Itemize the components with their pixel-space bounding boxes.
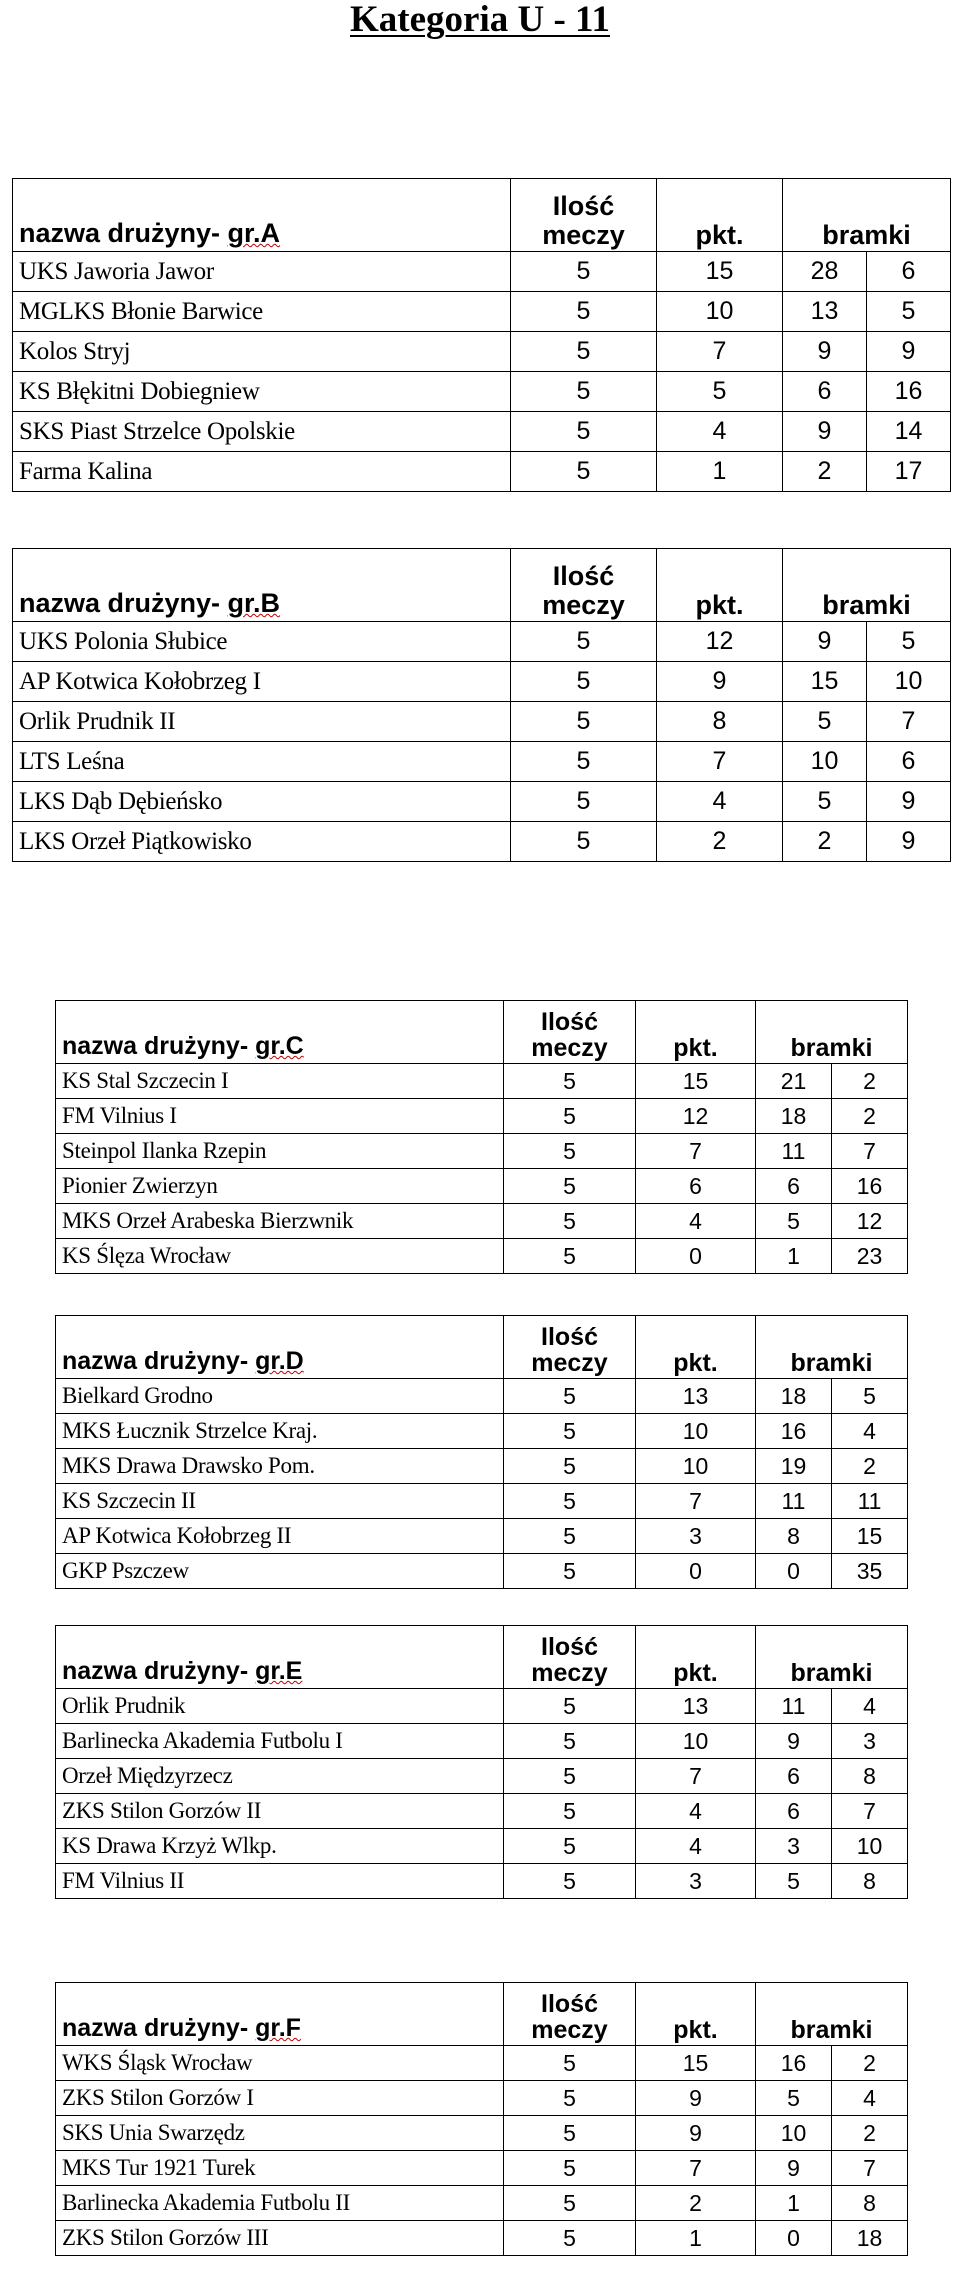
matches-cell: 5 [511,412,657,452]
goals-for-cell: 18 [756,1379,832,1414]
table-row [56,2186,908,2221]
group-table-gr-b [12,548,950,862]
table-row [56,1134,908,1169]
matches-header-line1: Ilość [541,1007,598,1036]
table-row [56,1169,908,1204]
page-title-text: Kategoria U - 11 [350,0,610,40]
goals-for-cell: 21 [756,1064,832,1099]
table-row [56,1794,908,1829]
points-cell: 3 [636,1864,756,1899]
matches-cell: 5 [504,1414,636,1449]
goals-for-cell: 11 [756,1689,832,1724]
matches-cell: 5 [504,1064,636,1099]
goals-against-cell: 7 [832,1134,908,1169]
goals-for-cell: 0 [756,2221,832,2256]
points-cell: 9 [636,2081,756,2116]
goals-against-cell: 4 [832,1414,908,1449]
points-column-header: pkt. [657,179,783,252]
points-cell: 8 [657,702,783,742]
table-row [56,1204,908,1239]
goals-for-cell: 5 [756,1864,832,1899]
goals-for-cell: 15 [783,662,867,702]
goals-for-cell: 9 [756,1724,832,1759]
table-row [13,742,951,782]
points-cell: 7 [657,742,783,782]
matches-cell: 5 [504,2151,636,2186]
matches-header-line1: Ilość [552,191,615,222]
goals-against-cell: 5 [867,622,951,662]
points-cell: 7 [636,1484,756,1519]
table-row [13,372,951,412]
matches-cell: 5 [511,452,657,492]
goals-against-cell: 17 [867,452,951,492]
goals-for-cell: 10 [756,2116,832,2151]
goals-for-cell: 9 [783,332,867,372]
goals-against-cell: 23 [832,1239,908,1274]
goals-against-cell: 4 [832,1689,908,1724]
standings-table [55,1000,908,1274]
team-name-cell: ZKS Stilon Gorzów I [56,2081,504,2116]
points-cell: 10 [636,1449,756,1484]
goals-against-cell: 18 [832,2221,908,2256]
matches-cell: 5 [504,1379,636,1414]
points-cell: 10 [636,1414,756,1449]
points-cell: 9 [636,2116,756,2151]
team-name-cell: Farma Kalina [13,452,511,492]
header-row [13,179,951,252]
matches-cell: 5 [511,332,657,372]
goals-for-cell: 16 [756,1414,832,1449]
team-name-cell: Barlinecka Akademia Futbolu I [56,1724,504,1759]
goals-for-cell: 10 [783,742,867,782]
points-cell: 5 [657,372,783,412]
team-name-cell: MKS Tur 1921 Turek [56,2151,504,2186]
goals-for-cell: 6 [783,372,867,412]
matches-cell: 5 [504,2116,636,2151]
goals-against-cell: 14 [867,412,951,452]
matches-column-header [504,1626,636,1689]
points-cell: 1 [657,452,783,492]
table-row [56,2081,908,2116]
team-header-label: nazwa drużyny- [62,1032,256,1060]
goals-against-cell: 5 [832,1379,908,1414]
points-cell: 4 [657,782,783,822]
header-row [56,1001,908,1064]
goals-for-cell: 5 [756,2081,832,2116]
team-name-cell: Pionier Zwierzyn [56,1169,504,1204]
points-cell: 6 [636,1169,756,1204]
matches-cell: 5 [504,1239,636,1274]
points-column-header: pkt. [657,549,783,622]
points-cell: 4 [636,1794,756,1829]
team-name-cell: AP Kotwica Kołobrzeg I [13,662,511,702]
goals-against-cell: 9 [867,782,951,822]
goals-against-cell: 5 [867,292,951,332]
matches-column-header [504,1316,636,1379]
goals-for-cell: 19 [756,1449,832,1484]
matches-header-line2: meczy [542,219,625,250]
goals-against-cell: 9 [867,822,951,862]
team-header-label: nazwa drużyny- [19,588,228,618]
goals-column-header: bramki [756,1626,908,1689]
table-row [13,292,951,332]
table-row [56,1414,908,1449]
goals-against-cell: 2 [832,1099,908,1134]
team-name-cell: Orlik Prudnik II [13,702,511,742]
team-name-cell: SKS Unia Swarzędz [56,2116,504,2151]
table-row [56,1064,908,1099]
team-name-cell: MKS Drawa Drawsko Pom. [56,1449,504,1484]
team-name-cell: MKS Orzeł Arabeska Bierzwnik [56,1204,504,1239]
points-cell: 2 [636,2186,756,2221]
team-name-cell: KS Szczecin II [56,1484,504,1519]
goals-for-cell: 9 [783,622,867,662]
goals-column-header: bramki [783,549,951,622]
matches-column-header [511,179,657,252]
goals-for-cell: 5 [783,702,867,742]
table-row [56,1829,908,1864]
team-name-cell: LKS Dąb Dębieńsko [13,782,511,822]
group-code: gr.C [255,1032,304,1060]
table-row [13,252,951,292]
goals-against-cell: 10 [867,662,951,702]
matches-cell: 5 [511,252,657,292]
matches-cell: 5 [504,1554,636,1589]
points-cell: 7 [657,332,783,372]
matches-cell: 5 [511,372,657,412]
points-cell: 15 [636,2046,756,2081]
goals-against-cell: 11 [832,1484,908,1519]
team-column-header [56,1001,504,1064]
table-row [13,412,951,452]
table-row [56,1864,908,1899]
matches-header-line1: Ilość [541,1989,598,2018]
standings-table [12,548,951,862]
team-header-label: nazwa drużyny- [62,1347,256,1375]
points-cell: 7 [636,1134,756,1169]
points-cell: 15 [636,1064,756,1099]
matches-cell: 5 [511,662,657,702]
points-cell: 1 [636,2221,756,2256]
goals-for-cell: 3 [756,1829,832,1864]
table-row [56,2046,908,2081]
team-name-cell: LKS Orzeł Piątkowisko [13,822,511,862]
table-row [56,1484,908,1519]
points-cell: 3 [636,1519,756,1554]
matches-cell: 5 [504,2081,636,2116]
goals-for-cell: 13 [783,292,867,332]
goals-for-cell: 1 [756,1239,832,1274]
points-cell: 13 [636,1689,756,1724]
goals-against-cell: 7 [832,1794,908,1829]
team-name-cell: SKS Piast Strzelce Opolskie [13,412,511,452]
goals-against-cell: 4 [832,2081,908,2116]
goals-against-cell: 6 [867,742,951,782]
points-cell: 7 [636,2151,756,2186]
team-name-cell: ZKS Stilon Gorzów III [56,2221,504,2256]
points-cell: 4 [636,1204,756,1239]
header-row [56,1983,908,2046]
points-column-header: pkt. [636,1983,756,2046]
table-row [56,1449,908,1484]
team-name-cell: FM Vilnius II [56,1864,504,1899]
group-table-gr-f [55,1982,907,2256]
group-table-gr-d [55,1315,907,1589]
team-column-header [13,179,511,252]
points-cell: 7 [636,1759,756,1794]
matches-column-header [504,1983,636,2046]
points-cell: 13 [636,1379,756,1414]
table-row [56,2221,908,2256]
team-name-cell: GKP Pszczew [56,1554,504,1589]
team-name-cell: FM Vilnius I [56,1099,504,1134]
team-name-cell: ZKS Stilon Gorzów II [56,1794,504,1829]
goals-against-cell: 10 [832,1829,908,1864]
goals-for-cell: 9 [783,412,867,452]
points-cell: 15 [657,252,783,292]
goals-against-cell: 2 [832,1064,908,1099]
goals-for-cell: 5 [756,1204,832,1239]
table-row [56,1724,908,1759]
matches-cell: 5 [504,1519,636,1554]
goals-for-cell: 2 [783,822,867,862]
goals-for-cell: 16 [756,2046,832,2081]
team-name-cell: UKS Jaworia Jawor [13,252,511,292]
group-code: gr.D [255,1347,304,1375]
table-row [13,452,951,492]
table-row [13,662,951,702]
team-column-header [56,1626,504,1689]
goals-against-cell: 7 [832,2151,908,2186]
group-code: gr.E [255,1657,303,1685]
goals-column-header: bramki [756,1316,908,1379]
matches-column-header [511,549,657,622]
table-row [56,2116,908,2151]
team-column-header [56,1983,504,2046]
goals-against-cell: 12 [832,1204,908,1239]
table-row [56,1379,908,1414]
page-title [0,0,960,40]
goals-against-cell: 8 [832,1759,908,1794]
goals-against-cell: 15 [832,1519,908,1554]
matches-cell: 5 [511,292,657,332]
matches-cell: 5 [504,1484,636,1519]
table-row [13,332,951,372]
goals-for-cell: 1 [756,2186,832,2221]
points-cell: 12 [636,1099,756,1134]
team-header-label: nazwa drużyny- [62,2014,256,2042]
points-cell: 4 [636,1829,756,1864]
matches-cell: 5 [504,1864,636,1899]
matches-header-line2: meczy [531,1658,608,1687]
team-name-cell: Orzeł Międzyrzecz [56,1759,504,1794]
goals-for-cell: 5 [783,782,867,822]
goals-for-cell: 11 [756,1484,832,1519]
team-name-cell: MGLKS Błonie Barwice [13,292,511,332]
table-row [56,1519,908,1554]
matches-cell: 5 [504,1169,636,1204]
matches-cell: 5 [504,1449,636,1484]
goals-for-cell: 8 [756,1519,832,1554]
table-row [56,1759,908,1794]
table-row [13,822,951,862]
goals-against-cell: 8 [832,2186,908,2221]
table-row [56,1099,908,1134]
points-cell: 10 [636,1724,756,1759]
team-name-cell: WKS Śląsk Wrocław [56,2046,504,2081]
matches-cell: 5 [504,1134,636,1169]
team-name-cell: KS Stal Szczecin I [56,1064,504,1099]
points-cell: 0 [636,1554,756,1589]
goals-for-cell: 28 [783,252,867,292]
points-cell: 4 [657,412,783,452]
goals-against-cell: 3 [832,1724,908,1759]
team-name-cell: Bielkard Grodno [56,1379,504,1414]
points-cell: 12 [657,622,783,662]
team-name-cell: KS Drawa Krzyż Wlkp. [56,1829,504,1864]
standings-table [12,178,951,492]
table-row [56,2151,908,2186]
goals-against-cell: 7 [867,702,951,742]
goals-column-header: bramki [783,179,951,252]
group-code: gr.A [227,218,281,248]
header-row [13,549,951,622]
standings-table [55,1982,908,2256]
goals-for-cell: 6 [756,1169,832,1204]
team-name-cell: Orlik Prudnik [56,1689,504,1724]
table-row [13,782,951,822]
matches-cell: 5 [504,1099,636,1134]
team-header-label: nazwa drużyny- [62,1657,256,1685]
goals-against-cell: 8 [832,1864,908,1899]
matches-cell: 5 [504,1724,636,1759]
standings-table [55,1315,908,1589]
matches-cell: 5 [504,1794,636,1829]
team-column-header [56,1316,504,1379]
goals-against-cell: 2 [832,2046,908,2081]
goals-for-cell: 11 [756,1134,832,1169]
goals-column-header: bramki [756,1001,908,1064]
matches-header-line2: meczy [542,589,625,620]
team-column-header [13,549,511,622]
points-cell: 0 [636,1239,756,1274]
matches-cell: 5 [511,742,657,782]
team-name-cell: Steinpol Ilanka Rzepin [56,1134,504,1169]
matches-cell: 5 [511,782,657,822]
matches-cell: 5 [511,622,657,662]
matches-cell: 5 [504,1689,636,1724]
matches-cell: 5 [504,2221,636,2256]
goals-against-cell: 35 [832,1554,908,1589]
team-name-cell: MKS Łucznik Strzelce Kraj. [56,1414,504,1449]
header-row [56,1316,908,1379]
team-name-cell: KS Błękitni Dobiegniew [13,372,511,412]
goals-against-cell: 16 [832,1169,908,1204]
group-code: gr.B [227,588,281,618]
group-table-gr-a [12,178,950,492]
points-cell: 2 [657,822,783,862]
matches-cell: 5 [504,1829,636,1864]
matches-header-line1: Ilość [541,1632,598,1661]
goals-against-cell: 9 [867,332,951,372]
team-name-cell: LTS Leśna [13,742,511,782]
matches-header-line1: Ilość [541,1322,598,1351]
group-table-gr-e [55,1625,907,1899]
matches-cell: 5 [511,822,657,862]
goals-against-cell: 2 [832,1449,908,1484]
table-row [13,622,951,662]
matches-header-line2: meczy [531,1348,608,1377]
matches-header-line2: meczy [531,2015,608,2044]
matches-header-line1: Ilość [552,561,615,592]
points-cell: 10 [657,292,783,332]
team-name-cell: Barlinecka Akademia Futbolu II [56,2186,504,2221]
goals-for-cell: 2 [783,452,867,492]
matches-cell: 5 [504,2046,636,2081]
points-column-header: pkt. [636,1626,756,1689]
matches-cell: 5 [504,2186,636,2221]
table-row [56,1239,908,1274]
points-column-header: pkt. [636,1001,756,1064]
team-name-cell: UKS Polonia Słubice [13,622,511,662]
team-name-cell: KS Ślęza Wrocław [56,1239,504,1274]
matches-cell: 5 [511,702,657,742]
points-cell: 9 [657,662,783,702]
goals-against-cell: 6 [867,252,951,292]
matches-cell: 5 [504,1759,636,1794]
goals-for-cell: 6 [756,1794,832,1829]
goals-for-cell: 18 [756,1099,832,1134]
goals-for-cell: 9 [756,2151,832,2186]
matches-header-line2: meczy [531,1033,608,1062]
team-name-cell: Kolos Stryj [13,332,511,372]
group-code: gr.F [255,2014,301,2042]
matches-cell: 5 [504,1204,636,1239]
matches-column-header [504,1001,636,1064]
goals-against-cell: 16 [867,372,951,412]
header-row [56,1626,908,1689]
goals-column-header: bramki [756,1983,908,2046]
goals-for-cell: 0 [756,1554,832,1589]
team-header-label: nazwa drużyny- [19,218,228,248]
team-name-cell: AP Kotwica Kołobrzeg II [56,1519,504,1554]
group-table-gr-c [55,1000,907,1274]
table-row [13,702,951,742]
goals-for-cell: 6 [756,1759,832,1794]
table-row [56,1689,908,1724]
goals-against-cell: 2 [832,2116,908,2151]
points-column-header: pkt. [636,1316,756,1379]
table-row [56,1554,908,1589]
standings-table [55,1625,908,1899]
